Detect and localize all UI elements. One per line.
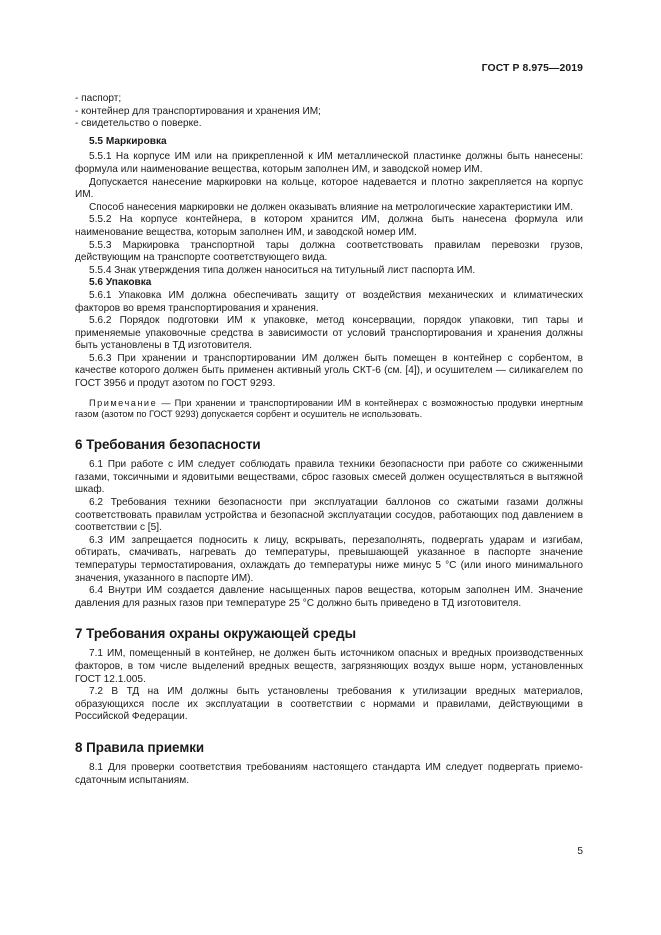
paragraph: 5.5.4 Знак утверждения типа должен наноситься на титульный лист паспорта ИМ.	[89, 264, 476, 276]
paragraph: 6.1 При работе с ИМ следует соблюдать правила техники безопасности при работе со сжиженными газами, токсичными и ядовитыми веществами, сброс газовых смесей должен осуществляться в вытяжной шкаф.	[75, 459, 583, 496]
page-number: 5	[577, 846, 583, 857]
paragraph: 5.5.1 На корпусе ИМ или на прикрепленной к ИМ металлической пластинке должны быть нанесены: формула или наименование вещества, которым заполнен ИМ, и заводской номер ИМ.	[75, 151, 583, 175]
paragraph: 8.1 Для проверки соответствия требованиям настоящего стандарта ИМ следует подвергать приемо-сдаточным испытаниям.	[75, 761, 583, 786]
paragraph: 6.4 Внутри ИМ создается давление насыщенных паров вещества, которым заполнен ИМ. Значение давления для разных газов при температуре 25 °С должно быть приведено в ТД изготовителя.	[75, 585, 583, 609]
paragraph: 6.3 ИМ запрещается подносить к лицу, вскрывать, перезаполнять, подвергать ударам и изгибам, обтирать, смачивать, нагревать до температуры, превышающей указанное в паспорте значение температуры термостатирования, охлаждать до температуры ниже минус 5 °С (или иного минимального значения, указанного в паспорте ИМ).	[75, 534, 583, 584]
delivery-list	[75, 93, 583, 131]
section-title-acceptance: 8 Правила приемки	[75, 739, 205, 755]
list-item: - паспорт;	[75, 93, 122, 104]
section-title-environment: 7 Требования охраны окружающей среды	[75, 626, 356, 642]
note-label: Примечание	[89, 397, 158, 408]
paragraph: 7.2 В ТД на ИМ должны быть установлены требования к утилизации вредных материалов, образующихся после их эксплуатации в соответствии с нормами и правилами, действующими в Российской Федерации.	[75, 686, 583, 723]
list-item: - контейнер для транспортирования и хранения ИМ;	[75, 105, 321, 117]
paragraph: 5.6.1 Упаковка ИМ должна обеспечивать защиту от воздействия механических и климатических факторов во время транспортирования и хранения.	[75, 289, 583, 314]
list-item: - свидетельство о поверке.	[75, 118, 202, 130]
paragraph: Допускается нанесение маркировки на кольце, которое надевается и плотно закрепляется на корпус ИМ.	[75, 176, 583, 201]
note	[75, 398, 583, 422]
paragraph: 7.1 ИМ, помещенный в контейнер, не должен быть источником опасных и вредных производственных факторов, в том числе выделений вредных веществ, загрязняющих воздух выше норм, установленных ГОСТ 12.1.005.	[75, 648, 583, 685]
paragraph: 5.5.2 На корпусе контейнера, в котором хранится ИМ, должна быть нанесена формула или наименование вещества, которым заполнен ИМ, и заводской номер ИМ.	[75, 214, 583, 238]
paragraph: 6.2 Требования техники безопасности при эксплуатации баллонов со сжатыми газами должны соответствовать правилам устройства и безопасной эксплуатации сосудов, работающих под давлением в соответствии с [5].	[75, 497, 583, 534]
paragraph: 5.6.3 При хранении и транспортировании ИМ должен быть помещен в контейнер с сорбентом, в качестве которого должен быть применен активный уголь СКТ-6 (см. [4]), и осушителем — силикагелем по ГОСТ 3956 и продут азотом по ГОСТ 9293.	[75, 352, 583, 390]
subsection-title-packaging: 5.6 Упаковка	[89, 277, 152, 289]
note-text: — При хранении и транспортировании ИМ в контейнерах с возможностью продувки инертным газом (азотом по ГОСТ 9293) допускается сорбент и осушитель не использовать.	[75, 397, 583, 420]
paragraph: Способ нанесения маркировки не должен оказывать влияние на метрологические характеристики ИМ.	[89, 201, 574, 213]
document-body	[75, 93, 583, 787]
document-code: ГОСТ Р 8.975—2019	[481, 63, 583, 74]
paragraph: 5.6.2 Порядок подготовки ИМ к упаковке, метод консервации, порядок упаковки, тип тары и применяемые упаковочные средства в зависимости от условий транспортирования и хранения должны быть установлены в ТД изготовителя.	[75, 315, 583, 352]
section-title-safety: 6 Требования безопасности	[75, 437, 261, 453]
paragraph: 5.5.3 Маркировка транспортной тары должна соответствовать правилам перевозки грузов, действующим на транспорте соответствующего вида.	[75, 239, 583, 264]
subsection-title-marking: 5.5 Маркировка	[89, 135, 167, 147]
